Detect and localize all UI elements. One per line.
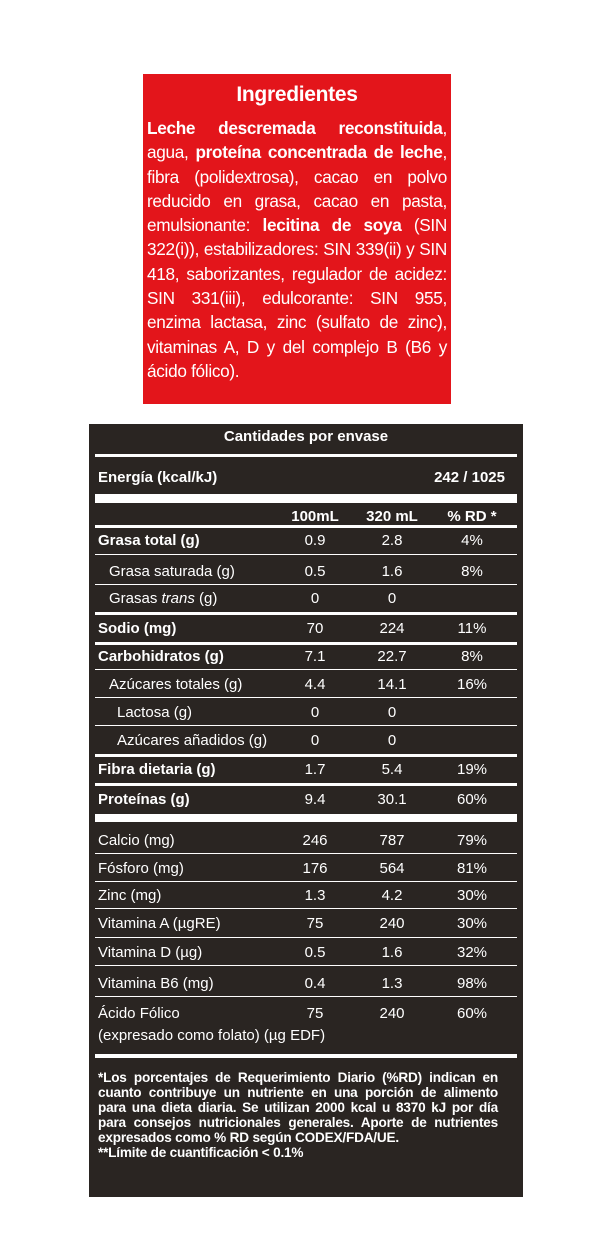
row-value-100: 0	[310, 590, 320, 607]
row-label: Ácido Fólico	[98, 1005, 180, 1022]
nutrition-header: Cantidades por envase	[223, 428, 389, 445]
row-value-320: 5.4	[381, 761, 403, 778]
row-label: Carbohidratos (g)	[98, 648, 224, 665]
row-value-320: 787	[379, 832, 405, 849]
ingredient-segment: proteína concentrada de leche	[195, 142, 443, 163]
ingredient-segment: , agua,	[147, 118, 447, 163]
row-label: Vitamina A (µgRE)	[98, 915, 221, 932]
row-value-rd: 30%	[456, 887, 488, 904]
row-value-100: 1.3	[304, 887, 326, 904]
row-value-320: 14.1	[377, 676, 407, 693]
row-value-320: 22.7	[377, 648, 407, 665]
row-value-rd: 60%	[456, 1005, 488, 1022]
row-label: Azúcares totales (g)	[109, 676, 243, 693]
energy-value: 242 / 1025	[434, 469, 505, 486]
divider	[95, 612, 517, 615]
row-value-rd: 16%	[456, 676, 488, 693]
row-value-rd: 81%	[456, 860, 488, 877]
row-label-part: (g)	[194, 590, 218, 607]
row-value-320: 240	[379, 915, 405, 932]
row-value-320: 224	[379, 620, 405, 637]
divider	[95, 454, 517, 457]
row-label: Azúcares añadidos (g)	[117, 732, 268, 749]
divider	[95, 881, 517, 882]
row-value-320: 0	[387, 704, 397, 721]
row-value-100: 176	[302, 860, 328, 877]
row-value-100: 4.4	[304, 676, 326, 693]
row-value-320: 2.8	[381, 532, 403, 549]
row-label-secondary: (expresado como folato) (µg EDF)	[98, 1027, 326, 1044]
divider	[95, 965, 517, 966]
row-value-100: 1.7	[304, 761, 326, 778]
column-header-320ml: 320 mL	[366, 508, 418, 525]
row-label: Calcio (mg)	[98, 832, 175, 849]
ingredients-panel	[143, 74, 451, 404]
row-label: Lactosa (g)	[117, 704, 193, 721]
divider	[95, 494, 517, 503]
row-value-320: 4.2	[381, 887, 403, 904]
row-value-100: 9.4	[304, 791, 326, 808]
row-value-320: 0	[387, 590, 397, 607]
divider	[95, 697, 517, 698]
energy-label: Energía (kcal/kJ)	[98, 469, 218, 486]
divider	[95, 783, 517, 786]
row-value-100: 0	[310, 704, 320, 721]
nutrition-table	[89, 424, 523, 1197]
row-label-part: Grasas	[109, 590, 162, 607]
row-value-320: 240	[379, 1005, 405, 1022]
ingredients-title: Ingredientes	[236, 83, 358, 106]
divider	[95, 725, 517, 726]
row-label: Grasa total (g)	[98, 532, 200, 549]
ingredient-segment: , fibra (polidextrosa), cacao en polvo reducido en grasa, cacao en pasta, emulsionante:	[147, 142, 447, 236]
divider	[95, 996, 517, 997]
row-value-100: 75	[306, 915, 324, 932]
divider	[95, 1054, 517, 1058]
row-value-rd: 4%	[461, 532, 483, 549]
row-label: Vitamina B6 (mg)	[98, 975, 214, 992]
divider	[95, 908, 517, 909]
row-label: Vitamina D (µg)	[98, 944, 203, 961]
row-value-rd: 19%	[456, 761, 488, 778]
divider	[95, 937, 517, 938]
row-value-rd: 79%	[456, 832, 488, 849]
row-value-100: 0.5	[304, 944, 326, 961]
row-value-100: 0.4	[304, 975, 326, 992]
row-value-rd: 98%	[456, 975, 488, 992]
row-label: Zinc (mg)	[98, 887, 162, 904]
ingredient-segment: Leche descremada reconstituida	[147, 118, 443, 138]
row-value-320: 1.6	[381, 563, 403, 580]
ingredient-segment: (SIN 322(i)), estabilizadores: SIN 339(ii) y SIN 418, saborizantes, regulador de acidez: SIN 331(iii), edulcorante: SIN 955, enzima lactasa, zinc (sulfato de zinc), vitaminas A, D y del complejo B (B6 y ácido fólico).	[147, 215, 448, 381]
row-value-100: 0.5	[304, 563, 326, 580]
row-label: Grasa saturada (g)	[109, 563, 235, 580]
row-value-100: 246	[302, 832, 328, 849]
row-label	[109, 590, 217, 607]
row-value-320: 1.3	[381, 975, 403, 992]
row-value-rd: 8%	[461, 563, 483, 580]
row-value-320: 564	[379, 860, 405, 877]
footnote-rd: *Los porcentajes de Requerimiento Diario (%RD) indican en cuanto contribuye un nutriente en una porción de alimento para una dieta diaria. Se utilizan 2000 kcal u 8370 kJ por día para consejos nutricionales generales. Aporte de nutrientes expresados como % RD según CODEX/FDA/UE.	[98, 1070, 498, 1145]
row-value-rd: 30%	[456, 915, 488, 932]
row-value-rd: 60%	[456, 791, 488, 808]
row-value-320: 0	[387, 732, 397, 749]
divider	[95, 554, 517, 555]
footnote-limit: **Límite de cuantificación < 0.1%	[98, 1145, 304, 1160]
row-label-part: trans	[161, 590, 195, 607]
divider	[95, 525, 517, 528]
divider	[95, 814, 517, 822]
row-label: Fósforo (mg)	[98, 860, 184, 877]
ingredient-segment: lecitina de soya	[262, 215, 402, 236]
column-header-rd: % RD *	[447, 508, 497, 525]
row-value-320: 1.6	[381, 944, 403, 961]
row-label: Proteínas (g)	[98, 791, 190, 808]
divider	[95, 669, 517, 670]
footnotes	[98, 1070, 498, 1160]
row-value-rd: 8%	[461, 648, 483, 665]
row-value-rd: 11%	[457, 620, 487, 637]
row-value-rd: 32%	[456, 944, 488, 961]
ingredients-text	[147, 116, 447, 383]
divider	[95, 584, 517, 585]
divider	[95, 853, 517, 854]
row-value-100: 7.1	[304, 648, 326, 665]
row-label: Sodio (mg)	[98, 620, 177, 637]
row-value-320: 30.1	[377, 791, 407, 808]
row-value-100: 0.9	[304, 532, 326, 549]
row-label: Fibra dietaria (g)	[98, 761, 216, 778]
column-header-100ml: 100mL	[291, 508, 339, 525]
divider	[95, 754, 517, 757]
divider	[95, 642, 517, 645]
row-value-100: 0	[310, 732, 320, 749]
row-value-100: 75	[306, 1005, 324, 1022]
row-value-100: 70	[306, 620, 324, 637]
